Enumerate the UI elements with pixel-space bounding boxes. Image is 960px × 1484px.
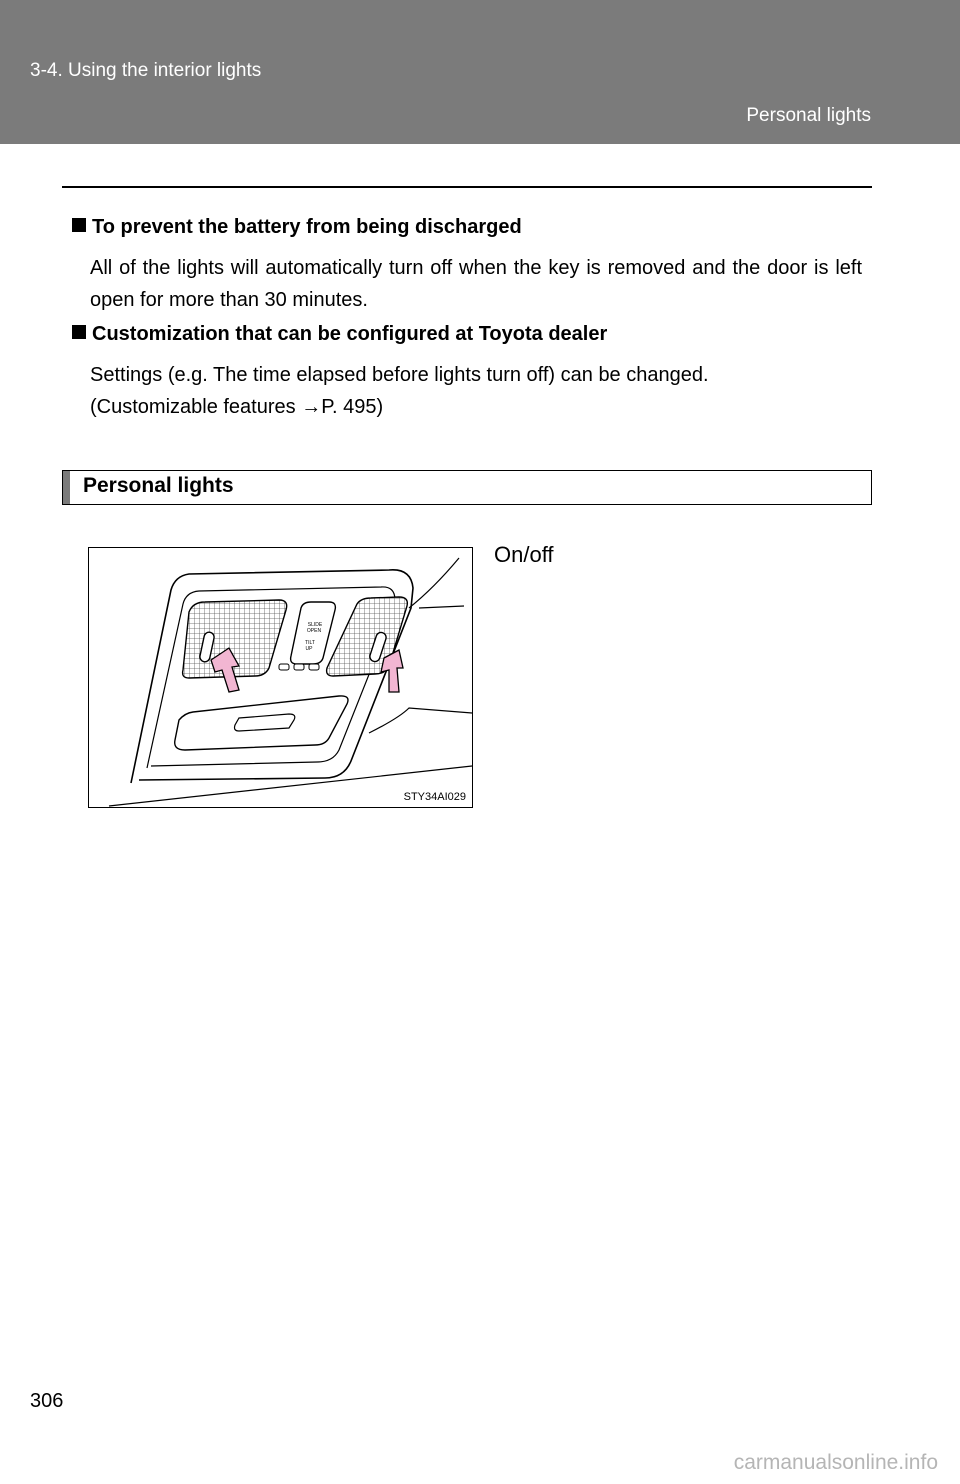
- note-heading-customization: [72, 323, 607, 346]
- square-bullet-icon: [72, 218, 86, 232]
- svg-text:OPEN: OPEN: [306, 628, 322, 634]
- on-off-label: On/off: [494, 542, 554, 567]
- figure-code: STY34AI029: [403, 791, 466, 803]
- watermark: carmanualsonline.info: [733, 1451, 938, 1474]
- svg-text:SLIDE: SLIDE: [307, 622, 323, 628]
- note-heading-customization-text: Customization that can be configured at Toyota dealer: [92, 323, 608, 345]
- svg-text:UP: UP: [305, 646, 313, 652]
- note-heading-battery-text: To prevent the battery from being discharged: [92, 216, 522, 238]
- note-body-battery: All of the lights will automatically turn off when the key is removed and the door is left open for more than 30 minutes.: [90, 257, 862, 311]
- section-title-box: [62, 470, 872, 505]
- personal-lights-illustration: [88, 547, 473, 808]
- section-title: Personal lights: [83, 474, 234, 497]
- square-bullet-icon: [72, 325, 86, 339]
- note-heading-battery: [72, 216, 522, 239]
- topic-label: Personal lights: [746, 105, 871, 126]
- section-title-bar: [63, 471, 70, 504]
- note-body-customization-line-2: (Customizable features →P. 495): [90, 396, 384, 418]
- note-body-customization-line-1: Settings (e.g. The time elapsed before lights turn off) can be changed.: [90, 364, 709, 386]
- svg-text:TILT: TILT: [305, 640, 315, 646]
- page-number: 306: [30, 1390, 64, 1412]
- page-header: [0, 0, 960, 144]
- sunglasses-holder: [175, 696, 348, 750]
- section-label: 3-4. Using the interior lights: [30, 60, 262, 81]
- divider-rule: [62, 186, 872, 188]
